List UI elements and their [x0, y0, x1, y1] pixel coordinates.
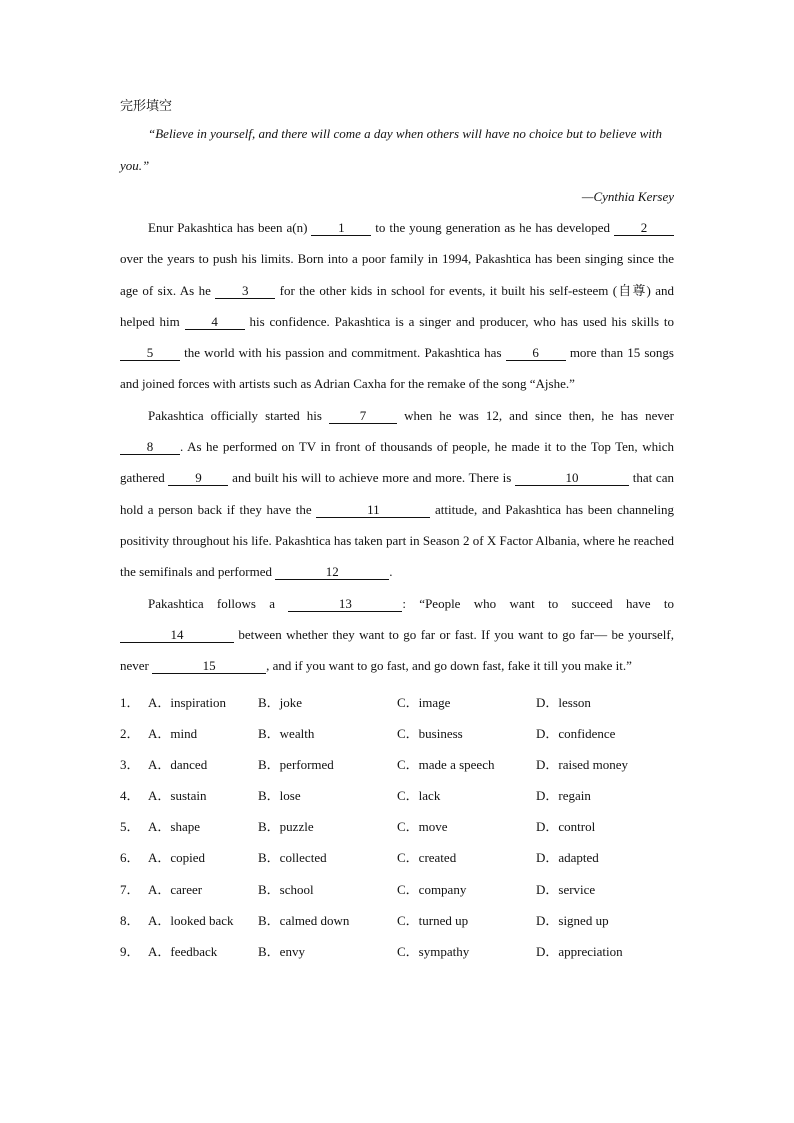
option-row: [120, 748, 674, 779]
passage-text: Enur Pakashtica has been a(n): [148, 220, 312, 235]
blank-8: 8: [120, 440, 180, 455]
option-a: A．career: [148, 881, 203, 897]
option-a: A．copied: [148, 850, 206, 866]
passage-text: Pakashtica officially started his: [148, 407, 330, 423]
blank-1: 1: [311, 221, 371, 236]
blank-14: 14: [120, 628, 234, 643]
epigraph-quote: “Believe in yourself, and there will come a day when others will have no choice but to believe with you.”: [120, 126, 662, 173]
passage-paragraph-2: [120, 400, 674, 588]
option-b: B．performed: [258, 756, 334, 772]
passage-text: attitude, and Pakashtica has been channeling positivity throughout his life. Pakashtica has taken part in Season 2 of X Factor Albania, where he reached the semifinals and performed: [120, 501, 674, 580]
option-b: B．puzzle: [258, 819, 314, 835]
option-c: C．created: [397, 850, 457, 866]
option-b: B．envy: [258, 944, 305, 960]
option-c: C．lack: [397, 788, 441, 804]
blank-2: 2: [614, 221, 674, 236]
option-a: A．inspiration: [148, 694, 226, 710]
question-number: 2．: [120, 725, 140, 741]
blank-9: 9: [168, 471, 228, 486]
blank-5: 5: [120, 346, 180, 361]
option-d: D．raised money: [536, 756, 629, 772]
option-b: B．collected: [258, 850, 327, 866]
option-d: D．regain: [536, 788, 591, 804]
option-d: D．service: [536, 881, 596, 897]
option-b: B．school: [258, 881, 314, 897]
blank-12: 12: [275, 565, 389, 580]
blank-3: 3: [215, 284, 275, 299]
passage-text: : “People who want to succeed have to: [402, 595, 674, 611]
option-row: [120, 685, 674, 716]
option-row: [120, 904, 674, 935]
option-c: C．sympathy: [397, 944, 470, 960]
question-number: 1．: [120, 694, 140, 710]
option-row: [120, 717, 674, 748]
option-c: C．business: [397, 725, 463, 741]
option-c: C．turned up: [397, 912, 469, 928]
option-c: C．company: [397, 881, 467, 897]
blank-13: 13: [288, 597, 402, 612]
option-a: A．danced: [148, 756, 208, 772]
blank-4: 4: [185, 315, 245, 330]
passage-text: to the young generation as he has developed: [371, 220, 614, 235]
option-b: B．calmed down: [258, 912, 350, 928]
question-number: 6．: [120, 850, 140, 866]
answer-options: [120, 685, 674, 966]
blank-15: 15: [152, 659, 266, 674]
option-row: [120, 779, 674, 810]
passage-text: Pakashtica follows a: [148, 595, 289, 611]
option-d: D．confidence: [536, 725, 616, 741]
blank-7: 7: [329, 409, 397, 424]
option-c: C．move: [397, 819, 448, 835]
option-d: D．control: [536, 819, 596, 835]
option-d: D．lesson: [536, 694, 591, 710]
question-number: 3．: [120, 756, 140, 772]
passage-text: .: [389, 564, 393, 580]
passage-text: , and if you want to go fast, and go down fast, fake it till you make it.”: [266, 658, 632, 674]
option-d: D．appreciation: [536, 944, 623, 960]
option-a: A．shape: [148, 819, 200, 835]
passage-text: when he was 12, and since then, he has never: [397, 407, 674, 423]
option-a: A．mind: [148, 725, 198, 741]
blank-6: 6: [506, 346, 566, 361]
option-d: D．adapted: [536, 850, 599, 866]
passage-paragraph-1: [120, 212, 674, 400]
passage-text: his confidence. Pakashtica is a singer and producer, who has used his skills to: [244, 313, 674, 329]
passage-text: over the years to push his limits. Born into a poor family in 1994, Pakashtica has been singing since the age of six. As he: [120, 251, 674, 298]
question-number: 9．: [120, 944, 140, 960]
question-number: 8．: [120, 912, 140, 928]
blank-11: 11: [316, 503, 430, 518]
passage-text: more than 15 songs and joined forces with artists such as Adrian Caxha for the remake of the song “Ajshe.”: [120, 345, 674, 392]
option-b: B．joke: [258, 694, 303, 710]
passage-text: that can hold a person back if they have the: [120, 470, 674, 517]
option-a: A．sustain: [148, 788, 207, 804]
option-row: [120, 935, 674, 966]
option-row: [120, 873, 674, 904]
question-number: 7．: [120, 881, 140, 897]
passage-text: for the other kids in school for events, it built his self-esteem (自尊) and helped him: [120, 282, 674, 329]
question-number: 4．: [120, 788, 140, 804]
passage-text: . As he performed on TV in front of thousands of people, he made it to the Top Ten, which gathered: [120, 439, 674, 486]
epigraph-author: —Cynthia Kersey: [581, 189, 674, 204]
passage-text: and built his will to achieve more and more. There is: [228, 470, 516, 486]
option-row: [120, 841, 674, 872]
option-b: B．wealth: [258, 725, 315, 741]
question-number: 5．: [120, 819, 140, 835]
option-c: C．image: [397, 694, 451, 710]
passage-text: the world with his passion and commitment. Pakashtica has: [180, 345, 506, 361]
option-c: C．made a speech: [397, 756, 495, 772]
passage-text: between whether they want to go far or fast. If you want to go far— be yourself, never: [120, 626, 674, 674]
passage-paragraph-3: [120, 588, 674, 682]
worksheet: [120, 96, 674, 966]
blank-10: 10: [515, 471, 629, 486]
option-a: A．looked back: [148, 912, 234, 928]
section-heading: 完形填空: [120, 99, 173, 114]
option-row: [120, 810, 674, 841]
option-b: B．lose: [258, 788, 301, 804]
option-a: A．feedback: [148, 944, 218, 960]
option-d: D．signed up: [536, 912, 609, 928]
